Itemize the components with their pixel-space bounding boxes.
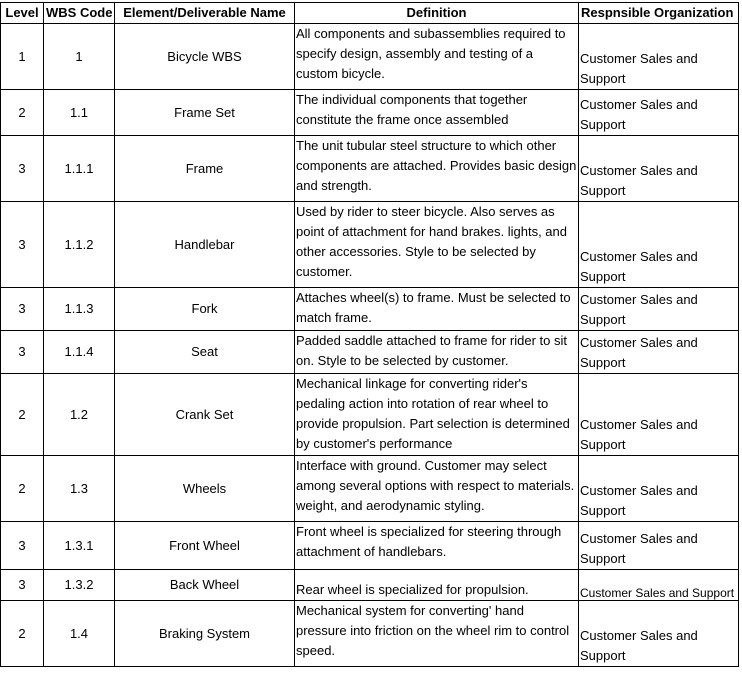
level-cell: 2	[1, 601, 44, 667]
definition-cell: The individual components that together constitute the frame once assembled	[295, 90, 579, 136]
organization-text: Customer Sales and Support	[580, 586, 735, 600]
wbs-code-cell: 1.1	[44, 90, 115, 136]
wbs-code-cell: 1.1.3	[44, 288, 115, 331]
level-cell: 3	[1, 288, 44, 331]
organization-text: Customer Sales and Support	[580, 51, 698, 86]
table-row	[1, 24, 739, 90]
definition-cell: Padded saddle attached to frame for rider to sit on. Style to be selected by customer.	[295, 331, 579, 374]
organization-cell	[579, 136, 739, 202]
element-name-cell: Braking System	[115, 601, 295, 667]
header-wbs-code: WBS Code	[44, 3, 115, 24]
wbs-code-cell: 1.1.1	[44, 136, 115, 202]
element-name-cell: Handlebar	[115, 202, 295, 288]
organization-text: Customer Sales and Support	[580, 335, 698, 370]
level-cell: 3	[1, 331, 44, 374]
element-name-cell: Fork	[115, 288, 295, 331]
wbs-code-cell: 1.3.2	[44, 570, 115, 601]
wbs-table	[0, 2, 739, 667]
element-name-cell: Crank Set	[115, 374, 295, 456]
definition-cell: Used by rider to steer bicycle. Also serves as point of attachment for hand brakes. lights, and other accessories. Style to be selected by customer.	[295, 202, 579, 288]
organization-text: Customer Sales and Support	[580, 163, 698, 198]
definition-cell: Mechanical system for converting' hand pressure into friction on the wheel rim to control speed.	[295, 601, 579, 667]
element-name-cell: Wheels	[115, 456, 295, 522]
organization-text: Customer Sales and Support	[580, 417, 698, 452]
table-row	[1, 136, 739, 202]
definition-cell: All components and subassemblies required to specify design, assembly and testing of a custom bicycle.	[295, 24, 579, 90]
element-name-cell: Frame	[115, 136, 295, 202]
table-row	[1, 570, 739, 601]
level-cell: 2	[1, 374, 44, 456]
organization-cell	[579, 456, 739, 522]
table-row	[1, 456, 739, 522]
organization-text: Customer Sales and Support	[580, 249, 698, 284]
element-name-cell: Back Wheel	[115, 570, 295, 601]
organization-text: Customer Sales and Support	[580, 97, 698, 132]
table-row	[1, 522, 739, 570]
wbs-code-cell: 1.2	[44, 374, 115, 456]
wbs-code-cell: 1.4	[44, 601, 115, 667]
organization-text: Customer Sales and Support	[580, 483, 698, 518]
organization-text: Customer Sales and Support	[580, 628, 698, 663]
wbs-code-cell: 1.3.1	[44, 522, 115, 570]
definition-cell: Attaches wheel(s) to frame. Must be selected to match frame.	[295, 288, 579, 331]
wbs-code-cell: 1	[44, 24, 115, 90]
definition-cell: Interface with ground. Customer may select among several options with respect to materials. weight, and aerodynamic styling.	[295, 456, 579, 522]
table-row	[1, 331, 739, 374]
definition-cell: Mechanical linkage for converting rider's pedaling action into rotation of rear wheel to provide propulsion. Part selection is determined by customer's performance	[295, 374, 579, 456]
level-cell: 3	[1, 522, 44, 570]
organization-text: Customer Sales and Support	[580, 292, 698, 327]
organization-cell	[579, 601, 739, 667]
organization-cell	[579, 24, 739, 90]
organization-cell	[579, 522, 739, 570]
level-cell: 2	[1, 456, 44, 522]
definition-cell: Rear wheel is specialized for propulsion.	[295, 570, 579, 601]
table-row	[1, 202, 739, 288]
wbs-code-cell: 1.3	[44, 456, 115, 522]
table-row	[1, 90, 739, 136]
element-name-cell: Front Wheel	[115, 522, 295, 570]
wbs-code-cell: 1.1.4	[44, 331, 115, 374]
header-element: Element/Deliverable Name	[115, 3, 295, 24]
header-organization: Respnsible Organization	[579, 3, 739, 24]
organization-cell	[579, 570, 739, 601]
element-name-cell: Frame Set	[115, 90, 295, 136]
organization-cell	[579, 288, 739, 331]
level-cell: 3	[1, 570, 44, 601]
organization-cell	[579, 331, 739, 374]
table-row	[1, 288, 739, 331]
organization-cell	[579, 202, 739, 288]
level-cell: 1	[1, 24, 44, 90]
definition-cell: Front wheel is specialized for steering through attachment of handlebars.	[295, 522, 579, 570]
header-definition: Definition	[295, 3, 579, 24]
level-cell: 2	[1, 90, 44, 136]
definition-cell: The unit tubular steel structure to which other components are attached. Provides basic design and strength.	[295, 136, 579, 202]
organization-cell	[579, 374, 739, 456]
header-row	[1, 3, 739, 24]
element-name-cell: Seat	[115, 331, 295, 374]
element-name-cell: Bicycle WBS	[115, 24, 295, 90]
table-row	[1, 374, 739, 456]
wbs-code-cell: 1.1.2	[44, 202, 115, 288]
organization-text: Customer Sales and Support	[580, 531, 698, 566]
level-cell: 3	[1, 202, 44, 288]
level-cell: 3	[1, 136, 44, 202]
header-level: Level	[1, 3, 44, 24]
organization-cell	[579, 90, 739, 136]
table-row	[1, 601, 739, 667]
